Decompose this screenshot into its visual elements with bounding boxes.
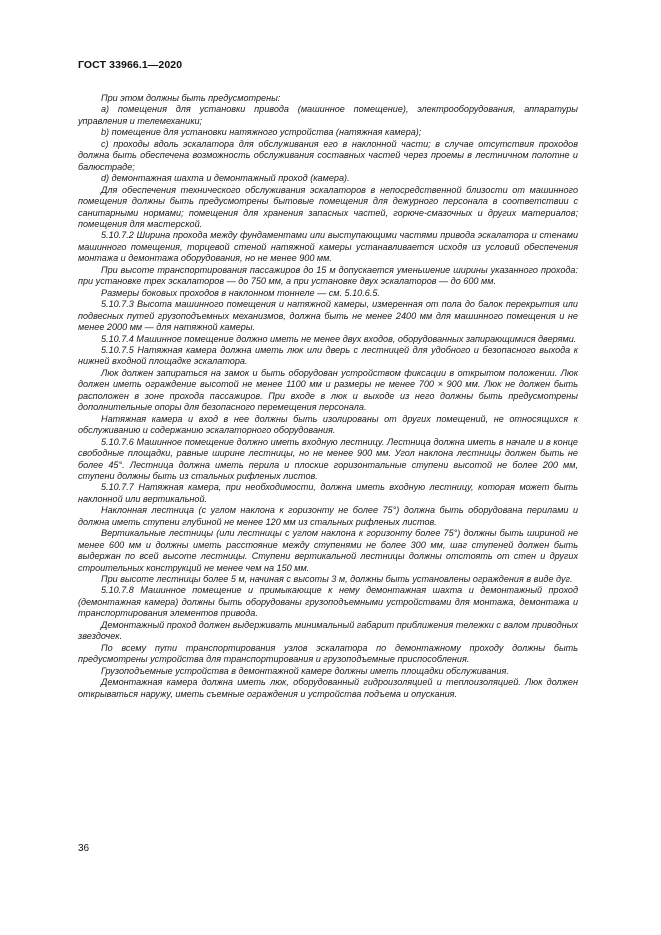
document-header: ГОСТ 33966.1—2020: [78, 59, 183, 71]
paragraph: 5.10.7.6 Машинное помещение должно иметь входную лестницу. Лестница должна иметь в начале и в конце свободные площадки, равные ширине лестницы, но не менее 900 мм. Угол наклона лестницы должен быть не более 45°. Лестница должна иметь перила и плоские горизонтальные ступени высотой не более 200 мм, ступени должны быть из стальных рифленых листов.: [78, 436, 578, 481]
paragraph: Размеры боковых проходов в наклонном тоннеле — см. 5.10.6.5.: [101, 287, 380, 298]
paragraph: 5.10.7.3 Высота машинного помещения и натяжной камеры, измеренная от пола до балок перекрытия или подвесных путей грузоподъемных механизмов, должна быть не менее 2400 мм для машинного помещения и не менее 2000 мм — для натяжной камеры.: [78, 299, 578, 333]
paragraph: Натяжная камера и вход в нее должны быть изолированы от других помещений, не относящихся к обслуживанию и содержанию эскалаторного оборудования.: [78, 413, 578, 436]
paragraph: По всему пути транспортирования узлов эскалатора по демонтажному проходу должны быть предусмотрены устройства для транспортирования и грузоподъемные приспособления.: [78, 642, 578, 665]
paragraph: Люк должен запираться на замок и быть оборудован устройством фиксации в открытом положении. Люк должен иметь ограждение высотой не менее 1100 мм и размеры не менее 700 × 900 мм. Люк не должен быть расположен в зоне прохода пассажиров. При входе в люк и выходе из него должны быть предусмотрены дополнительные опоры для безопасного перемещения персонала.: [78, 367, 578, 413]
page-number: 36: [78, 843, 90, 854]
paragraph: При высоте лестницы более 5 м, начиная с высоты 3 м, должны быть установлены ограждения в виде дуг.: [101, 574, 573, 585]
paragraph: Демонтажный проход должен выдерживать минимальный габарит приближения тележки с валом приводных звездочек.: [78, 619, 578, 642]
paragraph: с) проходы вдоль эскалатора для обслуживания его в наклонной части; в случае отсутствия проходов должна быть обеспечена возможность обслуживания составных частей через проемы в лестничном полотне и балюстраде;: [78, 138, 578, 172]
paragraph: 5.10.7.4 Машинное помещение должно иметь не менее двух входов, оборудованных запирающимися дверями.: [101, 333, 577, 344]
paragraph: d) демонтажная шахта и демонтажный проход (камера).: [101, 173, 350, 184]
document-body: [78, 93, 578, 700]
paragraph: Наклонная лестница (с углом наклона к горизонту не более 75°) должна быть оборудована перилами и должна иметь ступени глубиной не менее 120 мм из стальных рифленых листов.: [78, 505, 578, 527]
paragraph: Вертикальные лестницы (или лестницы с углом наклона к горизонту более 75°) должны быть шириной не менее 600 мм и должны иметь расстояние между ступенями не более 300 мм, шаг ступеней должен быть выдержан по всей высоте лестницы. Ступени вертикальной лестницы должны отстоять от стен и других строительных конструкций не менее чем на 150 мм.: [78, 528, 578, 573]
paragraph: 5.10.7.7 Натяжная камера, при необходимости, должна иметь входную лестницу, которая может быть наклонной или вертикальной.: [78, 482, 578, 504]
paragraph: 5.10.7.2 Ширина прохода между фундаментами или выступающими частями привода эскалатора и стенами машинного помещения, торцевой стеной натяжной камеры устанавливается исходя из условий обеспечения монтажа и демонтажа оборудования, но не менее 900 мм.: [78, 230, 578, 264]
paragraph: Грузоподъемные устройства в демонтажной камере должны иметь площадки обслуживания.: [101, 665, 509, 676]
paragraph: Для обеспечения технического обслуживания эскалаторов в непосредственной близости от машинного помещения должны быть предусмотрены бытовые помещения для дежурного персонала в соответствии с санитарными нормами; помещения для хранения запасных частей, горюче-смазочных и других материалов; помещения для мастерской.: [78, 184, 578, 229]
paragraph: а) помещения для установки привода (машинное помещение), электрооборудования, аппаратуры управления и телемеханики;: [78, 104, 578, 126]
paragraph: При этом должны быть предусмотрены:: [101, 93, 281, 103]
paragraph: 5.10.7.5 Натяжная камера должна иметь люк или дверь с лестницей для удобного и безопасного выхода к нижней входной площадке эскалатора.: [78, 344, 578, 367]
paragraph: b) помещение для установки натяжного устройства (натяжная камера);: [101, 127, 422, 138]
paragraph: При высоте транспортирования пассажиров до 15 м допускается уменьшение ширины указанного прохода: при установке трех эскалаторов — до 750 мм, а при установке двух эскалаторов — до 600 мм.: [78, 264, 578, 287]
paragraph: 5.10.7.8 Машинное помещение и примыкающие к нему демонтажная шахта и демонтажный проход (демонтажная камера) должны быть оборудованы грузоподъемными устройствами для монтажа, демонтажа и транспортирования элементов привода.: [78, 585, 578, 619]
paragraph: Демонтажная камера должна иметь люк, оборудованный гидроизоляцией и теплоизоляцией. Люк должен открываться наружу, иметь съемные ограждения и устройства подъема и опускания.: [78, 677, 578, 699]
